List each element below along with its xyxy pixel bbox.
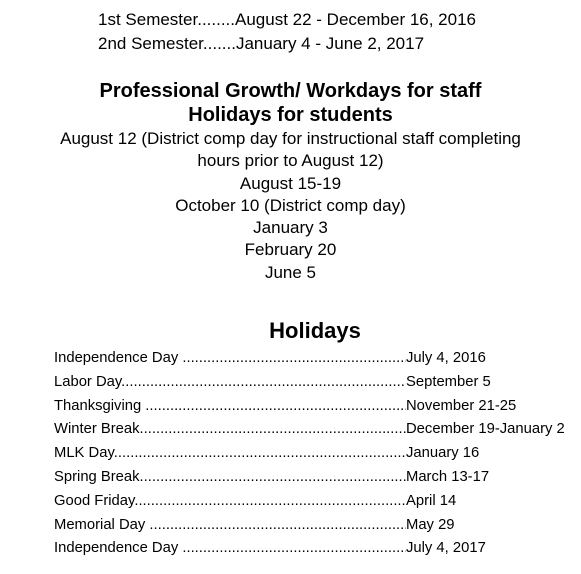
semester-label: 2nd Semester bbox=[98, 34, 203, 53]
leader-dots bbox=[140, 469, 406, 485]
leader-dots bbox=[182, 540, 406, 556]
workday-line: October 10 (District comp day) bbox=[175, 195, 406, 215]
holiday-date: November 21-25 bbox=[406, 397, 517, 414]
workday-line: February 20 bbox=[244, 240, 337, 260]
semester-row bbox=[98, 32, 476, 56]
holiday-name: Thanksgiving bbox=[54, 397, 146, 414]
leader-dots bbox=[145, 398, 406, 414]
workdays-section bbox=[0, 79, 581, 284]
leader-dots bbox=[149, 517, 406, 533]
holiday-row bbox=[54, 395, 581, 419]
leader-dots bbox=[140, 421, 406, 437]
workday-line: August 12 (District comp day for instructional staff completing bbox=[60, 129, 521, 148]
semester-list bbox=[98, 8, 476, 56]
holiday-name: Winter Break bbox=[54, 421, 140, 438]
semester-row bbox=[98, 8, 476, 32]
holiday-row bbox=[54, 347, 581, 371]
holiday-date: December 19-January 2 bbox=[406, 421, 565, 438]
holiday-row bbox=[54, 466, 581, 490]
holiday-date: April 14 bbox=[406, 492, 457, 509]
holiday-name: Independence Day bbox=[54, 350, 183, 366]
holiday-list bbox=[54, 347, 581, 561]
semester-dates: January 4 - June 2, 2017 bbox=[235, 34, 425, 53]
holiday-row bbox=[54, 418, 581, 442]
holiday-name: Memorial Day bbox=[54, 516, 150, 533]
leader-dots bbox=[121, 374, 406, 390]
workday-line: January 3 bbox=[253, 218, 328, 238]
semester-dots: ....... bbox=[202, 34, 236, 53]
leader-dots bbox=[182, 350, 406, 366]
leader-dots bbox=[134, 493, 406, 509]
workdays-subtitle: Holidays for students bbox=[188, 104, 393, 126]
holiday-date: May 29 bbox=[406, 516, 455, 533]
workday-line: August 15-19 bbox=[239, 173, 342, 193]
holiday-row bbox=[54, 537, 581, 561]
holidays-title: Holidays bbox=[269, 318, 361, 343]
holiday-row bbox=[54, 442, 581, 466]
holiday-row bbox=[54, 490, 581, 514]
semester-dots: ........ bbox=[197, 10, 236, 29]
holiday-row bbox=[54, 371, 581, 395]
holiday-date: March 13-17 bbox=[406, 468, 490, 485]
holiday-date: July 4, 2017 bbox=[406, 540, 486, 557]
workday-line: hours prior to August 12) bbox=[197, 151, 384, 171]
holiday-date: July 4, 2016 bbox=[406, 350, 486, 366]
workday-line: June 5 bbox=[264, 262, 317, 282]
semester-dates: August 22 - December 16, 2016 bbox=[235, 10, 476, 29]
holiday-date: September 5 bbox=[406, 373, 491, 390]
holiday-row bbox=[54, 514, 581, 538]
workdays-title: Professional Growth/ Workdays for staff bbox=[99, 80, 482, 102]
leader-dots bbox=[114, 445, 406, 461]
holiday-date: January 16 bbox=[406, 445, 480, 462]
holiday-name: Spring Break bbox=[54, 468, 140, 485]
semester-label: 1st Semester bbox=[98, 10, 198, 29]
holiday-name: Labor Day bbox=[54, 373, 122, 390]
holiday-name: Good Friday bbox=[54, 492, 135, 509]
holiday-name: Independence Day bbox=[54, 540, 183, 557]
holiday-name: MLK Day bbox=[54, 445, 114, 462]
